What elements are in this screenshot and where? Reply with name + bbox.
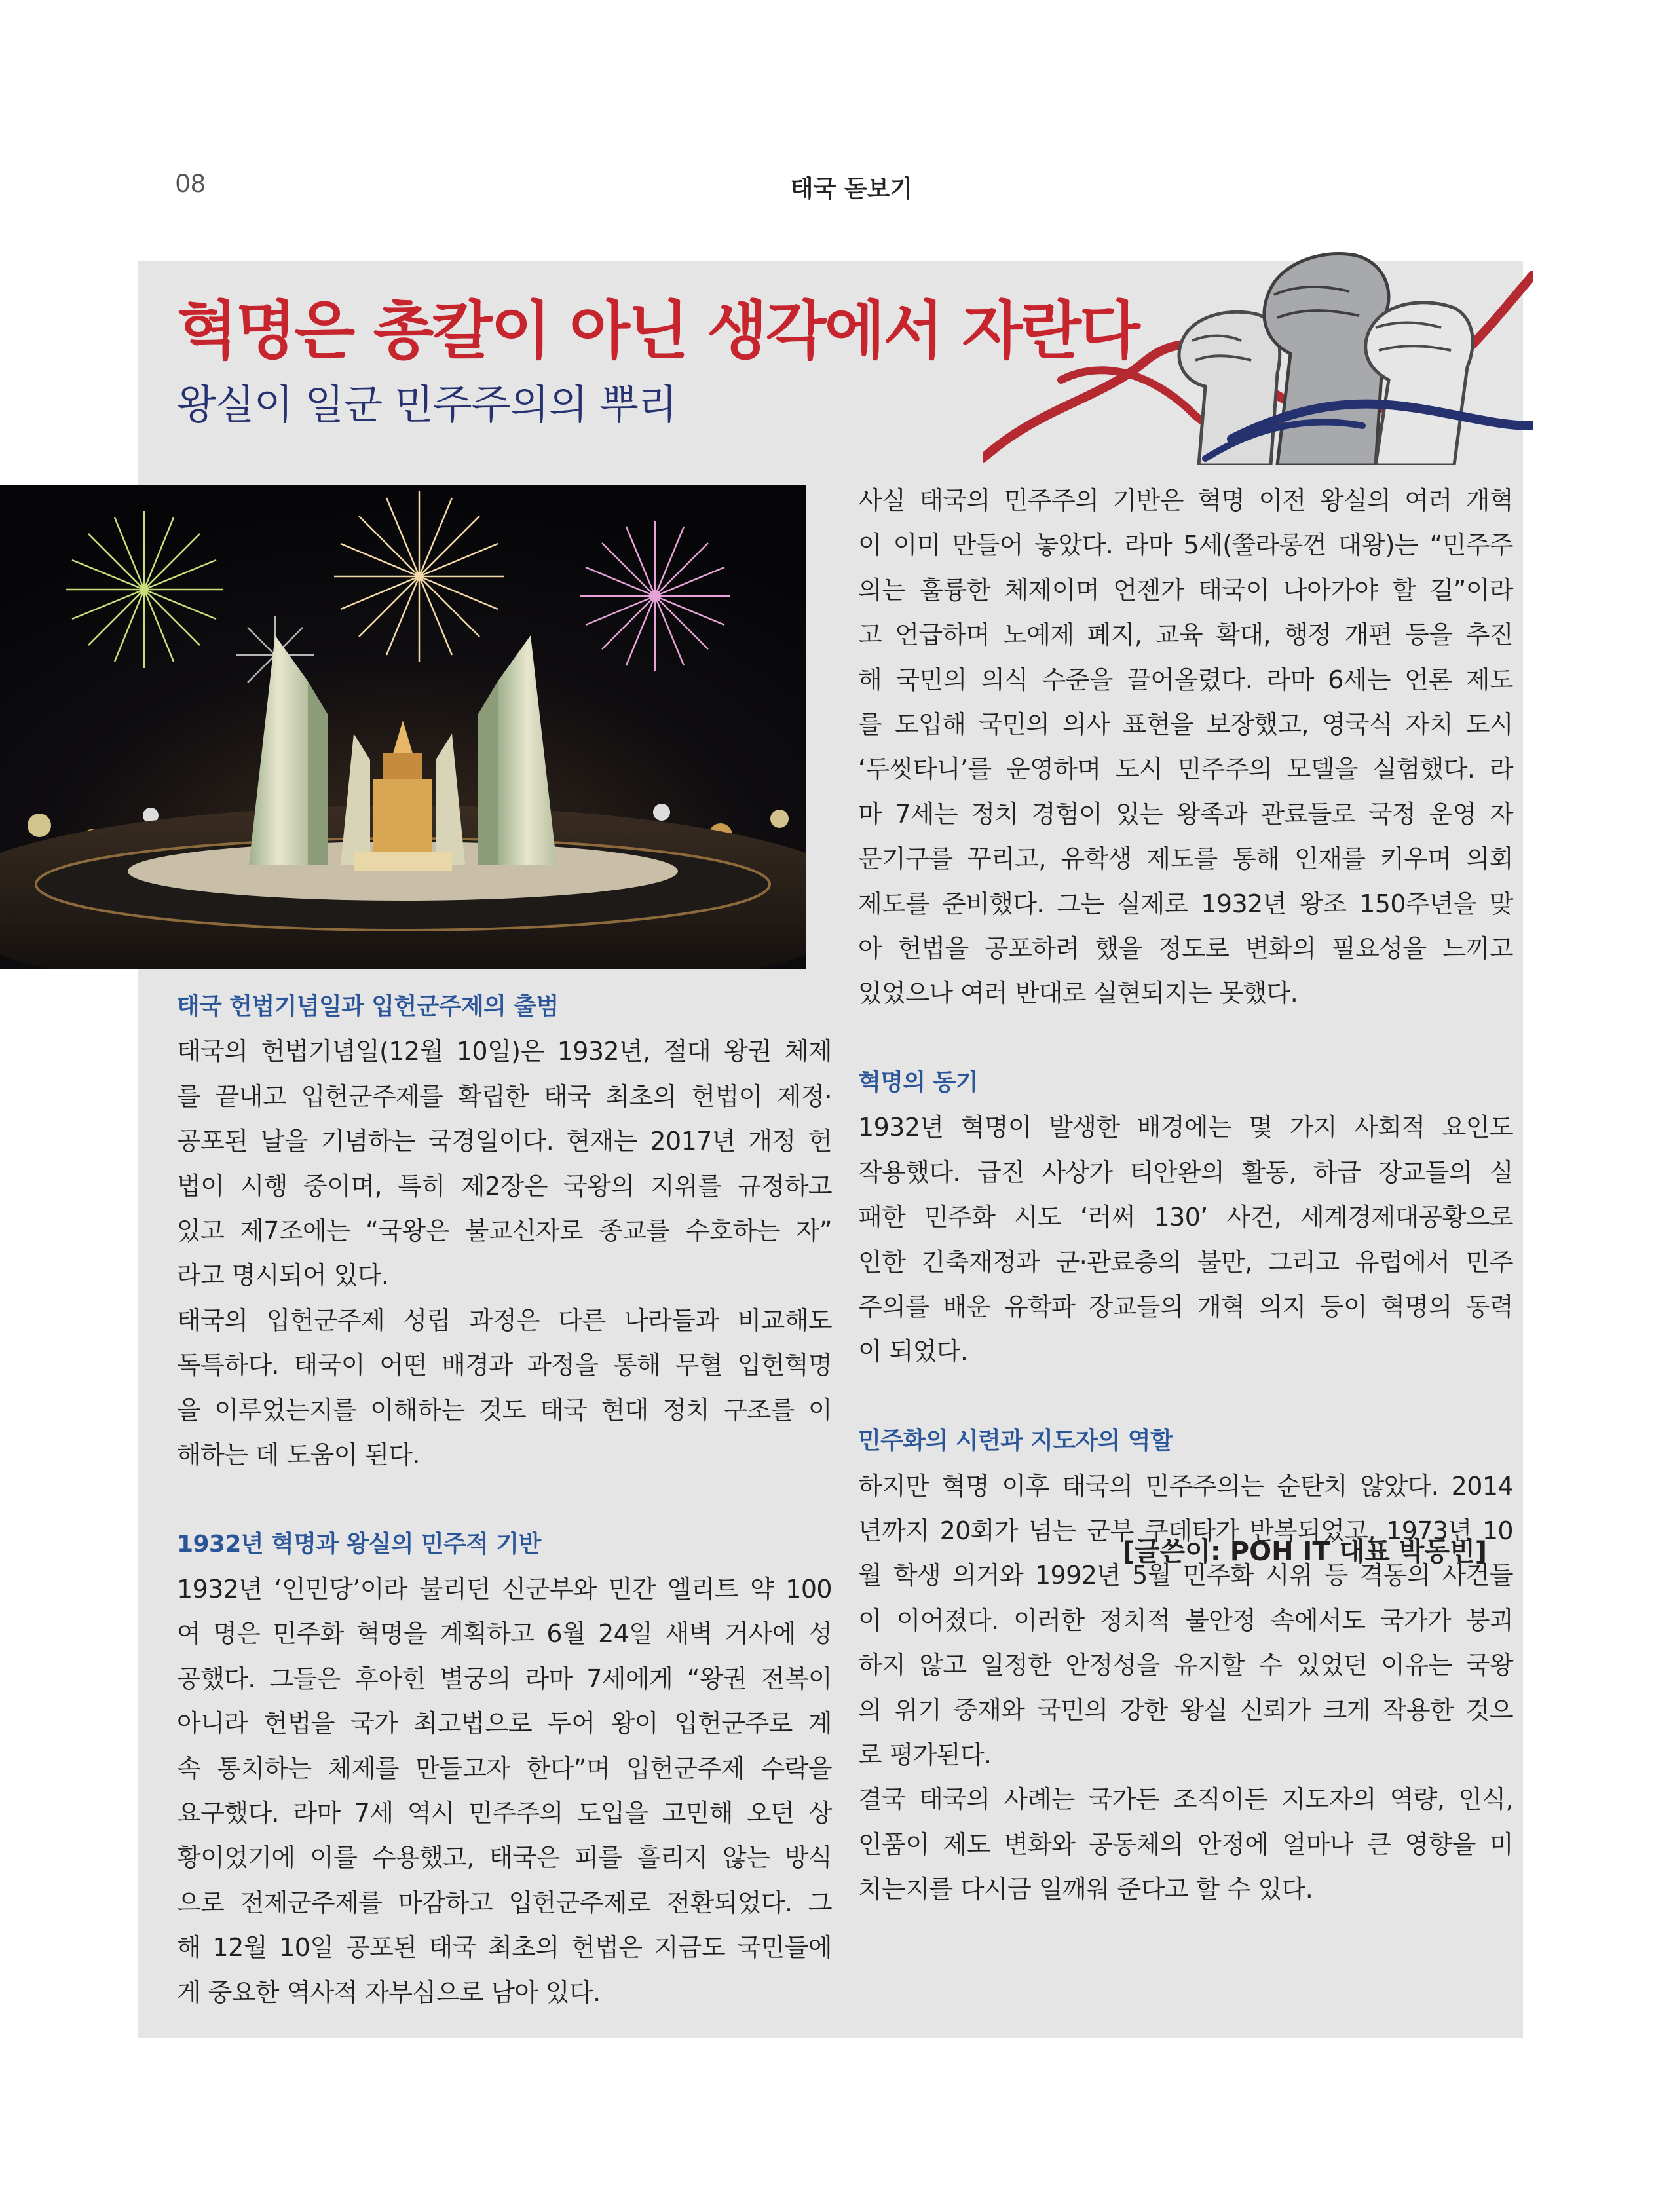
body-text-line: 속 통치하는 체제를 만들고자 한다”며 입헌군주제 수락을 bbox=[177, 1753, 832, 1783]
body-text-line: 하지 않고 일정한 안정성을 유지할 수 있었던 이유는 국왕 bbox=[858, 1651, 1513, 1680]
body-text-line: ‘두씻타니’를 운영하며 도시 민주주의 모델을 실험했다. 라 bbox=[858, 755, 1513, 784]
body-text-line: 사실 태국의 민주주의 기반은 혁명 이전 왕실의 여러 개혁 bbox=[858, 486, 1513, 515]
body-text-line: 년까지 20회가 넘는 군부 쿠데타가 반복되었고, 1973년 10 bbox=[858, 1516, 1513, 1545]
body-text-line: 해 12월 10일 공포된 태국 최초의 헌법은 지금도 국민들에 bbox=[177, 1933, 832, 1962]
author-byline: [글쓴이: POH IT 대표 박동빈] bbox=[1122, 1537, 1487, 1567]
article-title: 혁명은 총칼이 아닌 생각에서 자란다 bbox=[177, 294, 1138, 367]
page-number: 08 bbox=[176, 169, 206, 198]
section-header: 태국 돋보기 bbox=[790, 176, 913, 202]
body-text-line: 으로 전제군주제를 마감하고 입헌군주제로 전환되었다. 그 bbox=[177, 1888, 832, 1917]
body-text-line: 인한 긴축재정과 군·관료층의 불만, 그리고 유럽에서 민주 bbox=[858, 1247, 1513, 1277]
body-text-line: 마 7세는 정치 경험이 있는 왕족과 관료들로 국정 운영 자 bbox=[858, 799, 1513, 829]
body-text-line: 해 국민의 의식 수준을 끌어올렸다. 라마 6세는 언론 제도 bbox=[858, 665, 1513, 694]
body-text-line: 를 도입해 국민의 의사 표현을 보장했고, 영국식 자치 도시 bbox=[858, 709, 1513, 739]
body-text-line: 요구했다. 라마 7세 역시 민주주의 도입을 고민해 오던 상 bbox=[177, 1799, 832, 1828]
body-text-line: 주의를 배운 유학파 장교들의 개혁 의지 등이 혁명의 동력 bbox=[858, 1292, 1513, 1322]
democracy-monument-photo bbox=[0, 485, 806, 969]
body-text-line: 독특하다. 태국이 어떤 배경과 과정을 통해 무혈 입헌혁명 bbox=[177, 1351, 832, 1380]
body-text-line: 고 언급하며 노예제 폐지, 교육 확대, 행정 개편 등을 추진 bbox=[858, 620, 1513, 650]
body-text-line: 하지만 혁명 이후 태국의 민주주의는 순탄치 않았다. 2014 bbox=[858, 1471, 1513, 1501]
body-text-line: 게 중요한 역사적 자부심으로 남아 있다. bbox=[177, 1978, 601, 2007]
body-text-line: 1932년 혁명이 발생한 배경에는 몇 가지 사회적 요인도 bbox=[858, 1113, 1513, 1142]
body-text-line: 태국의 입헌군주제 성립 과정은 다른 나라들과 비교해도 bbox=[177, 1305, 832, 1335]
raised-fists-illustration bbox=[983, 242, 1533, 465]
body-text-line: 의 위기 중재와 국민의 강한 왕실 신뢰가 크게 작용한 것으 bbox=[858, 1695, 1513, 1725]
body-text-line: 태국의 헌법기념일(12월 10일)은 1932년, 절대 왕권 체제 bbox=[177, 1037, 832, 1066]
body-text-line: 로 평가된다. bbox=[858, 1740, 992, 1769]
body-text-line: 문기구를 꾸리고, 유학생 제도를 통해 인재를 키우며 의회 bbox=[858, 844, 1513, 874]
body-text-line: 의는 훌륭한 체제이며 언젠가 태국이 나아가야 할 길”이라 bbox=[858, 575, 1513, 605]
body-text-line: 라고 명시되어 있다. bbox=[177, 1261, 389, 1290]
body-text-line: 을 이루었는지를 이해하는 것도 태국 현대 정치 구조를 이 bbox=[177, 1395, 832, 1425]
body-text-line: 인품이 제도 변화와 공동체의 안정에 얼마나 큰 영향을 미 bbox=[858, 1829, 1513, 1859]
section-heading-democracy-trials: 민주화의 시련과 지도자의 역할 bbox=[858, 1427, 1173, 1455]
body-text-line: 치는지를 다시금 일깨워 준다고 할 수 있다. bbox=[858, 1875, 1313, 1904]
body-text-line: 아니라 헌법을 국가 최고법으로 두어 왕이 입헌군주로 계 bbox=[177, 1709, 832, 1738]
body-text-line: 법이 시행 중이며, 특히 제2장은 국왕의 지위를 규정하고 bbox=[177, 1171, 832, 1201]
body-text-line: 황이었기에 이를 수용했고, 태국은 피를 흘리지 않는 방식 bbox=[177, 1843, 832, 1873]
body-text-line: 결국 태국의 사례는 국가든 조직이든 지도자의 역량, 인식, bbox=[858, 1785, 1513, 1814]
body-text-line: 월 학생 의거와 1992년 5월 민주화 시위 등 격동의 사건들 bbox=[858, 1561, 1513, 1590]
body-text-line: 있었으나 여러 반대로 실현되지는 못했다. bbox=[858, 979, 1298, 1008]
body-text-line: 작용했다. 급진 사상가 티안완의 활동, 하급 장교들의 실 bbox=[858, 1157, 1513, 1187]
article-subtitle: 왕실이 일군 민주주의의 뿌리 bbox=[177, 381, 677, 428]
body-text-line: 패한 민주화 시도 ‘러써 130’ 사건, 세계경제대공황으로 bbox=[858, 1203, 1513, 1232]
left-column bbox=[177, 984, 832, 2015]
body-text-line: 여 명은 민주화 혁명을 계획하고 6월 24일 새벽 거사에 성 bbox=[177, 1619, 832, 1649]
body-text-line: 제도를 준비했다. 그는 실제로 1932년 왕조 150주년을 맞 bbox=[858, 889, 1513, 918]
body-text-line: 를 끝내고 입헌군주제를 확립한 태국 최초의 헌법이 제정· bbox=[177, 1081, 832, 1111]
body-text-line: 해하는 데 도움이 된다. bbox=[177, 1440, 420, 1469]
body-text-line: 이 이미 만들어 놓았다. 라마 5세(쭐라롱껀 대왕)는 “민주주 bbox=[858, 531, 1513, 560]
body-text-line: 이 이어졌다. 이러한 정치적 불안정 속에서도 국가가 붕괴 bbox=[858, 1605, 1513, 1635]
body-text-line: 공했다. 그들은 후아힌 별궁의 라마 7세에게 “왕권 전복이 bbox=[177, 1664, 832, 1693]
body-text-line: 1932년 ‘인민당’이라 불리던 신군부와 민간 엘리트 약 100 bbox=[177, 1575, 832, 1604]
body-text-line: 있고 제7조에는 “국왕은 불교신자로 종교를 수호하는 자” bbox=[177, 1216, 832, 1245]
section-heading-revolution-motives: 혁명의 동기 bbox=[858, 1069, 978, 1097]
section-heading-constitution-day: 태국 헌법기념일과 입헌군주제의 출범 bbox=[177, 993, 559, 1020]
right-column bbox=[858, 478, 1513, 1912]
body-text-line: 아 헌법을 공포하려 했을 정도로 변화의 필요성을 느끼고 bbox=[858, 933, 1513, 963]
body-text-line: 이 되었다. bbox=[858, 1337, 968, 1366]
body-text-line: 공포된 날을 기념하는 국경일이다. 현재는 2017년 개정 헌 bbox=[177, 1127, 832, 1156]
section-heading-1932-revolution: 1932년 혁명과 왕실의 민주적 기반 bbox=[177, 1530, 541, 1558]
